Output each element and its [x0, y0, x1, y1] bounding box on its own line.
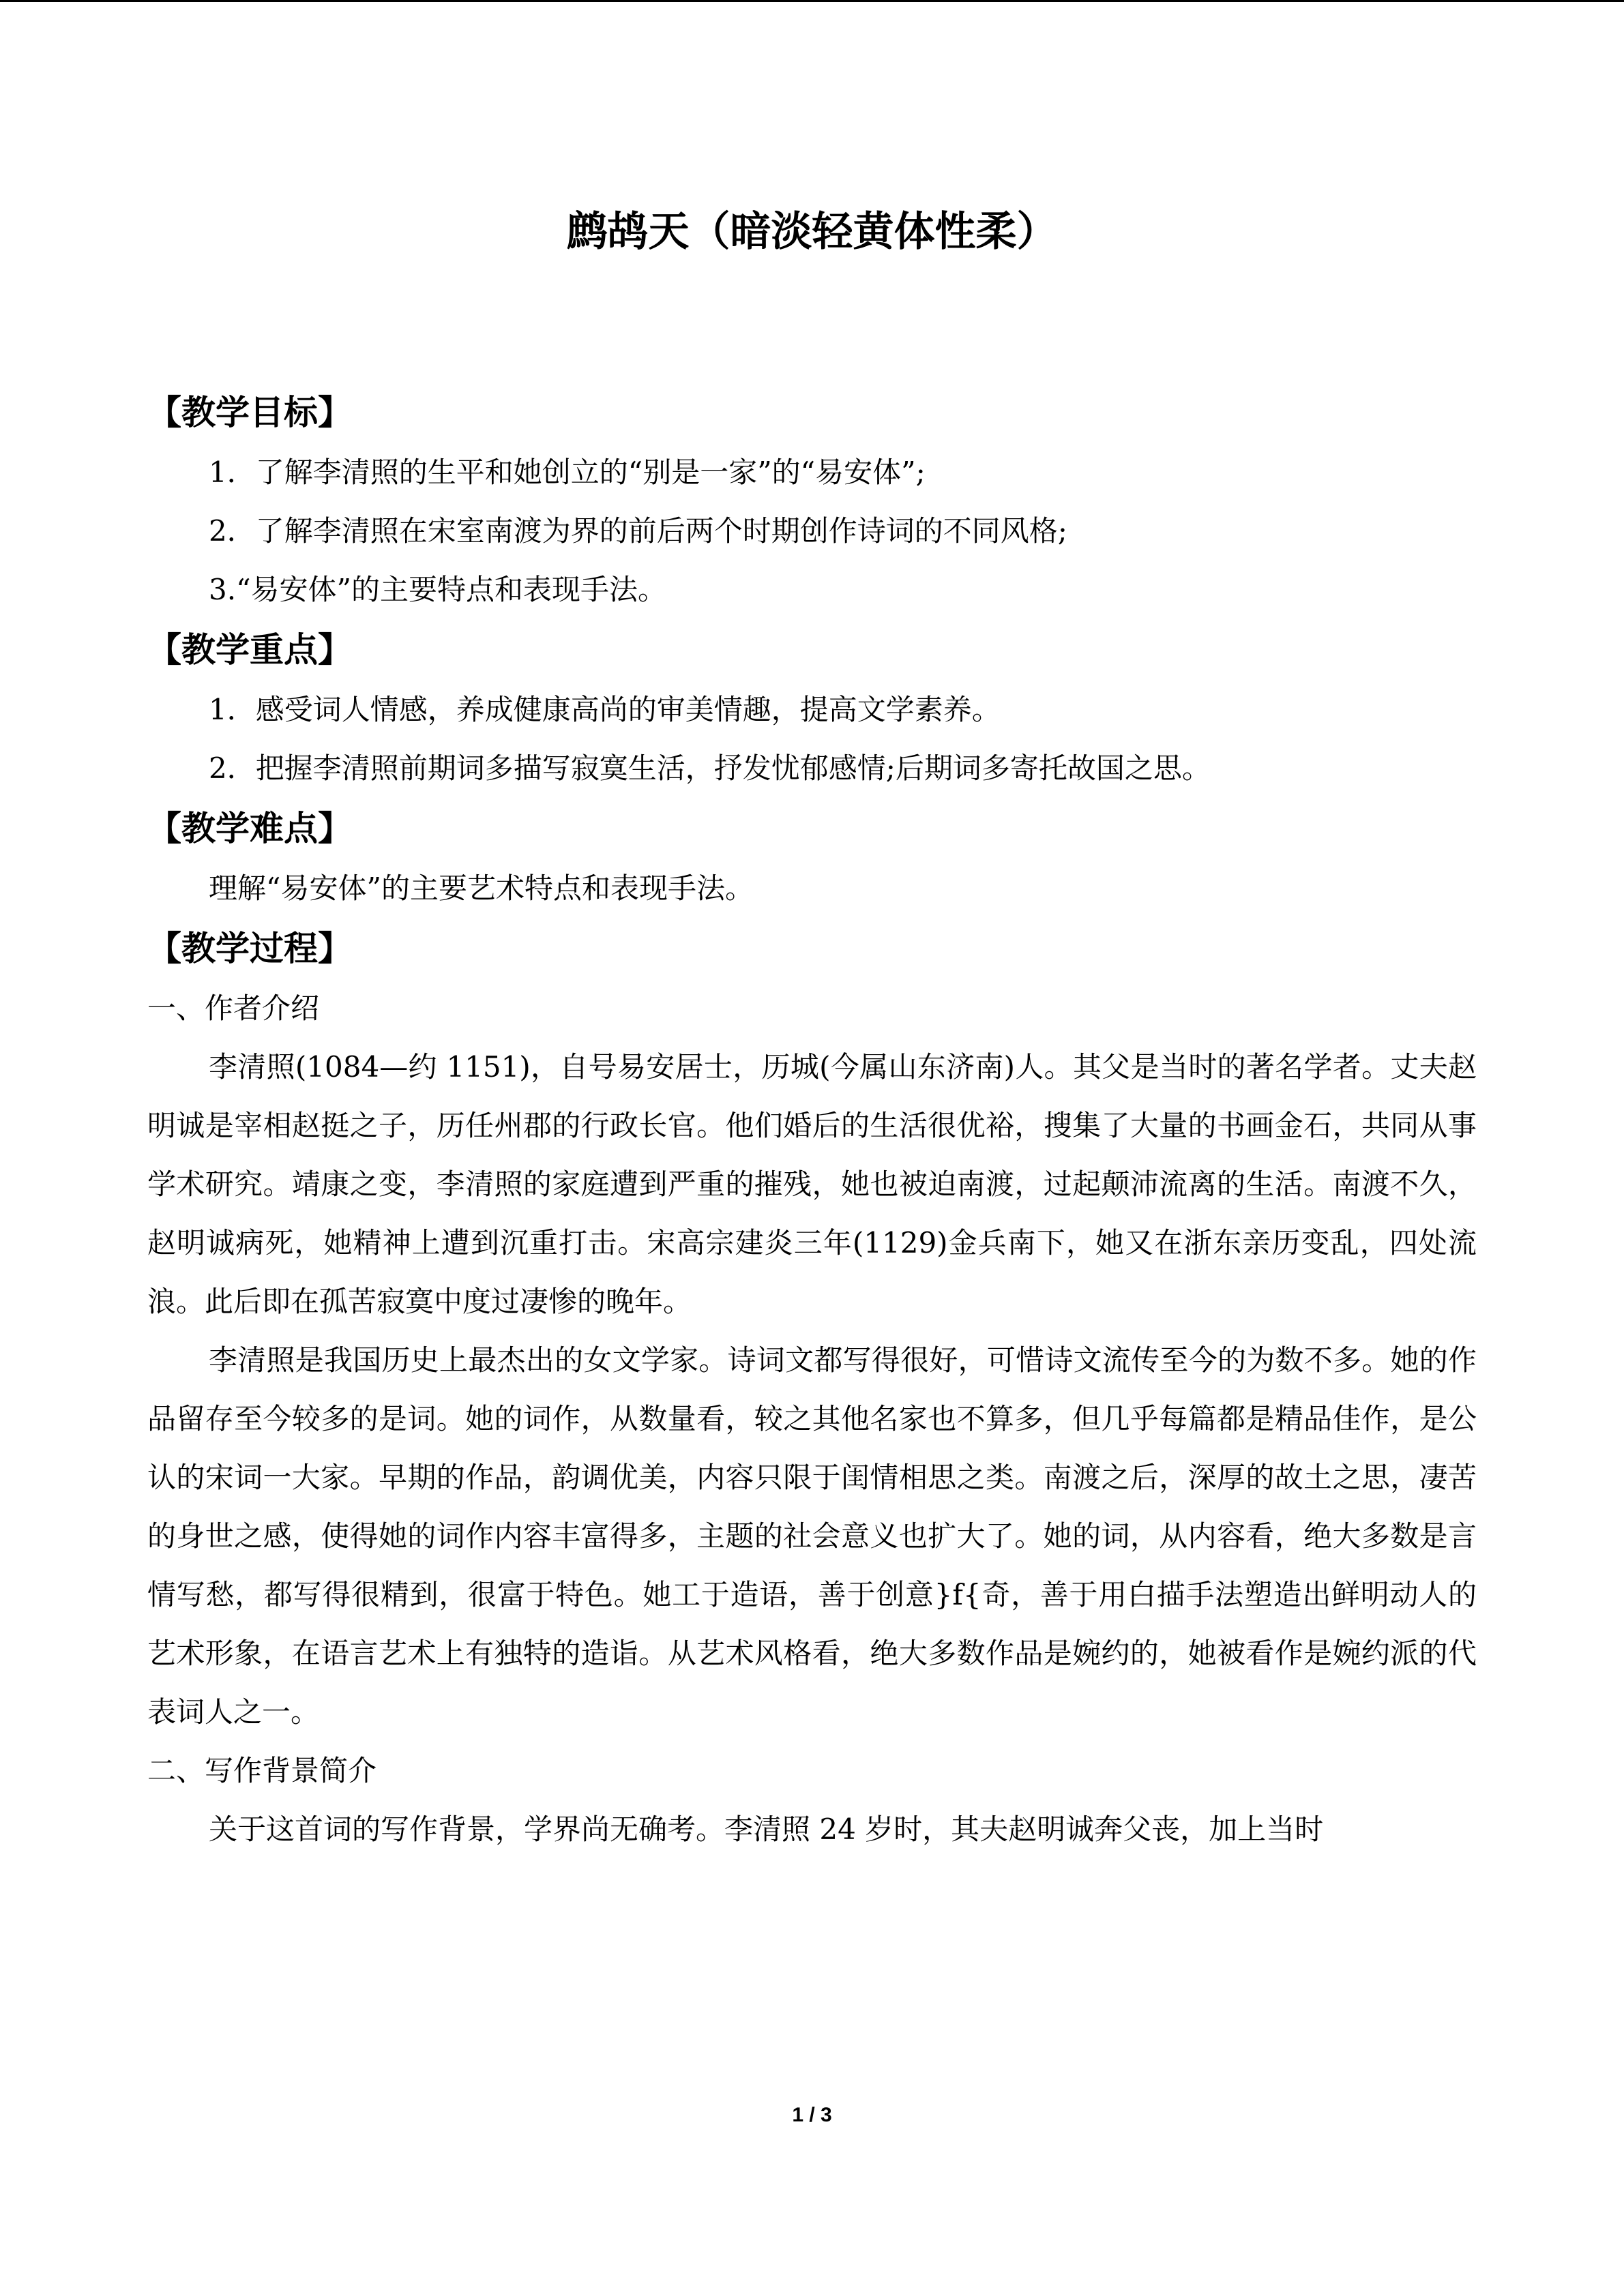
goal-item-2: 2．了解李清照在宋室南渡为界的前后两个时期创作诗词的不同风格;	[209, 514, 1067, 548]
paragraph-background: 关于这首词的写作背景，学界尚无确考。李清照 24 岁时，其夫赵明诚奔父丧，加上当时	[209, 1813, 1324, 1846]
top-border-line	[0, 0, 1624, 2]
page-number: 1 / 3	[792, 2104, 832, 2126]
section-teaching-process	[147, 918, 1477, 1859]
subheading-author-intro: 一、作者介绍	[147, 992, 320, 1025]
section-teaching-difficulties	[147, 798, 1477, 918]
section-heading-keypoints: 【教学重点】	[147, 630, 352, 670]
paragraph-author-bio: 李清照(1084—约 1151)，自号易安居士，历城(今属山东济南)人。其父是当时的著名学者。丈夫赵明诚是宰相赵挺之子，历任州郡的行政长官。他们婚后的生活很优裕，搜集了大量的书画金石，共同从事学术研究。靖康之变，李清照的家庭遭到严重的摧残，她也被迫南渡，过起颠沛流离的生活。南渡不久，赵明诚病死，她精神上遭到沉重打击。宋高宗建炎三年(1129)金兵南下，她又在浙东亲历变乱，四处流浪。此后即在孤苦寂寞中度过凄惨的晚年。	[147, 1050, 1477, 1318]
section-teaching-keypoints	[147, 619, 1477, 798]
section-heading-process: 【教学过程】	[147, 929, 352, 968]
document-title: 鹧鸪天（暗淡轻黄体性柔）	[566, 208, 1058, 256]
paragraph-author-works: 李清照是我国历史上最杰出的女文学家。诗词文都写得很好，可惜诗文流传至今的为数不多。她的作品留存至今较多的是词。她的词作，从数量看，较之其他名家也不算多，但几乎每篇都是精品佳作，是公认的宋词一大家。早期的作品，韵调优美，内容只限于闺情相思之类。南渡之后，深厚的故土之思，凄苦的身世之感，使得她的词作内容丰富得多，主题的社会意义也扩大了。她的词，从内容看，绝大多数是言情写愁，都写得很精到，很富于特色。她工于造语，善于创意}f{奇，善于用白描手法塑造出鲜明动人的艺术形象，在语言艺术上有独特的造诣。从艺术风格看，绝大多数作品是婉约的，她被看作是婉约派的代表词人之一。	[147, 1343, 1477, 1729]
section-heading-goals: 【教学目标】	[147, 393, 352, 432]
keypoint-item-2: 2．把握李清照前期词多描写寂寞生活，抒发忧郁感情;后期词多寄托故国之思。	[209, 751, 1211, 785]
difficulty-item-1: 理解“易安体”的主要艺术特点和表现手法。	[209, 871, 754, 905]
goal-item-3: 3.“易安体”的主要特点和表现手法。	[209, 573, 667, 606]
subheading-background: 二、写作背景简介	[147, 1754, 377, 1787]
document-body	[147, 382, 1477, 1859]
section-teaching-goals	[147, 382, 1477, 619]
keypoint-item-1: 1．感受词人情感，养成健康高尚的审美情趣，提高文学素养。	[209, 693, 1001, 726]
goal-item-1: 1．了解李清照的生平和她创立的“别是一家”的“易安体”;	[209, 456, 926, 489]
section-heading-difficulties: 【教学难点】	[147, 809, 352, 848]
